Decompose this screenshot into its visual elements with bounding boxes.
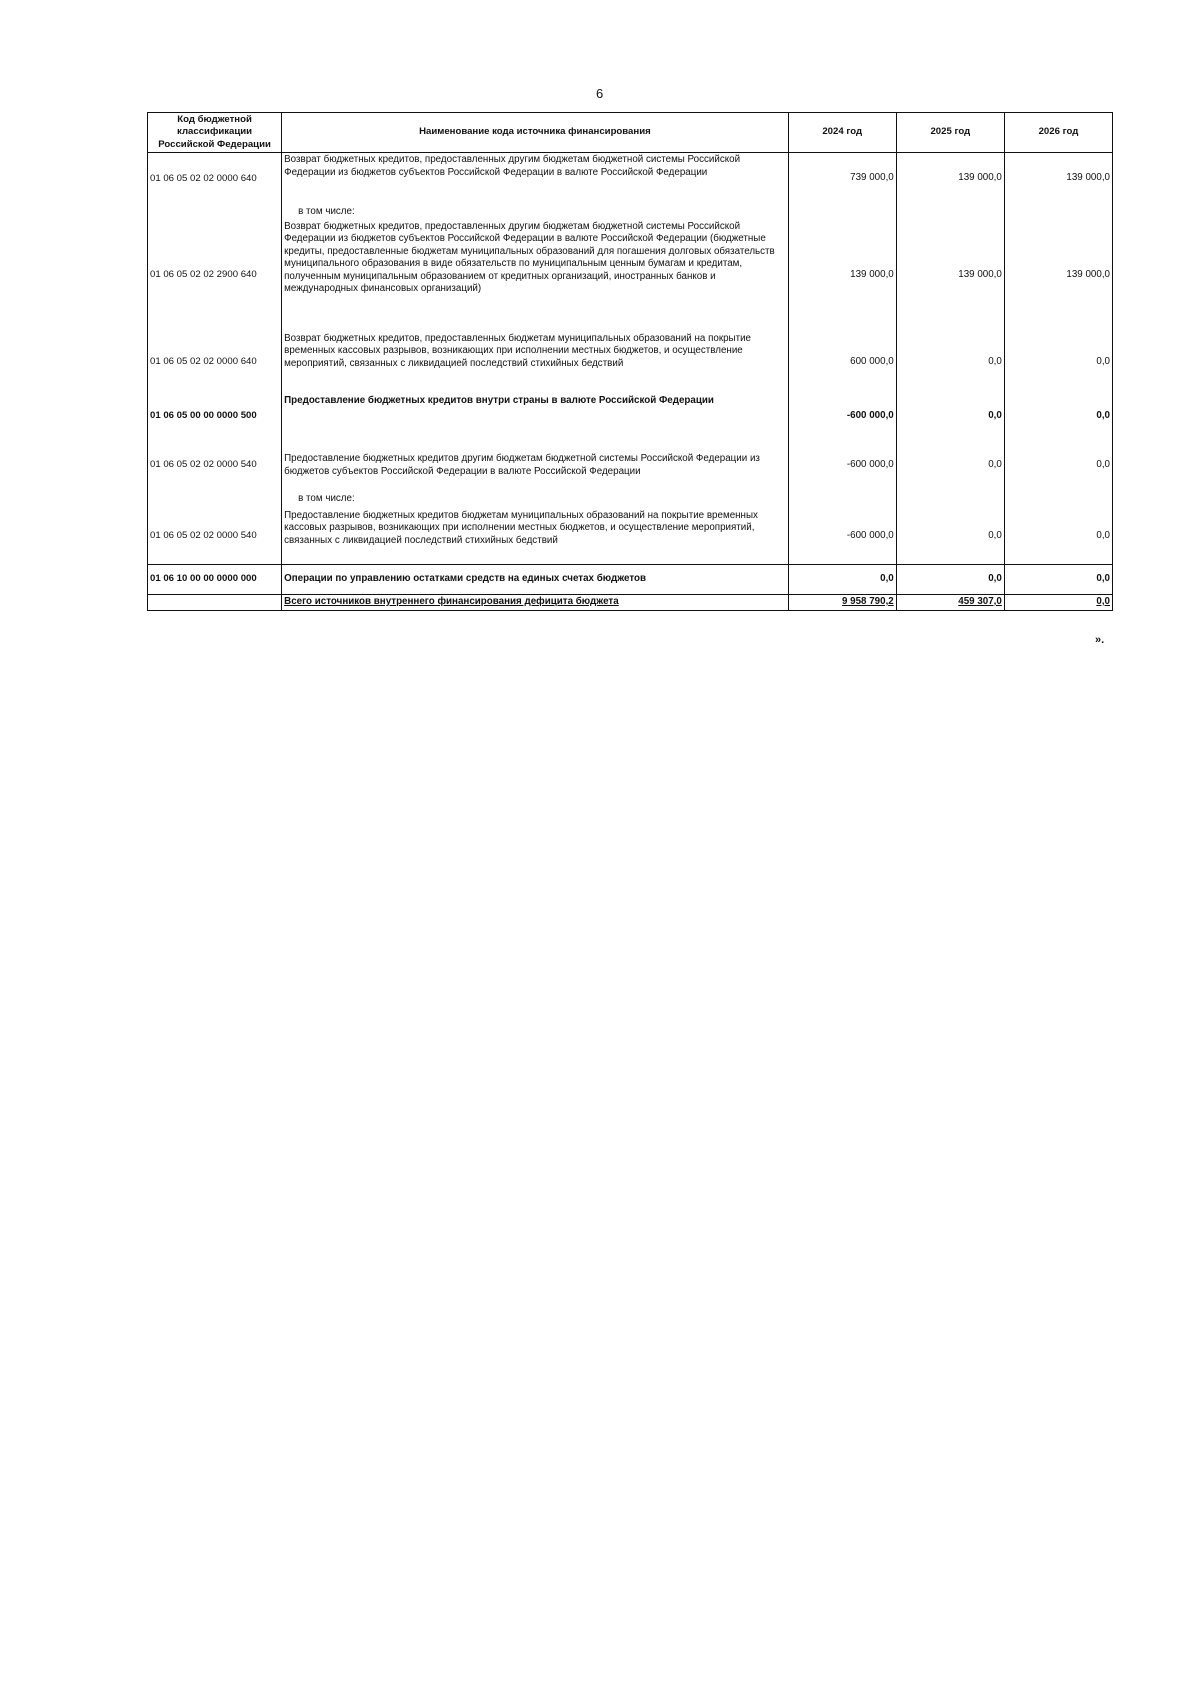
including-label: в том числе: <box>282 205 789 220</box>
table-row-including <box>148 492 1113 509</box>
row-value-2026: 0,0 <box>1004 394 1112 440</box>
row-value-2025: 0,0 <box>896 509 1004 565</box>
row-value-2026: 0,0 <box>1004 332 1112 394</box>
row-value-2024: 600 000,0 <box>788 332 896 394</box>
header-code: Код бюджетной классификации Российской Федерации <box>148 113 282 153</box>
row-code: 01 06 05 02 02 0000 640 <box>148 332 282 394</box>
row-code <box>148 595 282 611</box>
row-value-2025: 139 000,0 <box>896 220 1004 332</box>
table-row <box>148 509 1113 565</box>
table-header-row <box>148 113 1113 153</box>
table-row-total <box>148 595 1113 611</box>
financing-sources-table <box>147 112 1113 611</box>
table-row <box>148 394 1113 440</box>
row-code: 01 06 05 02 02 2900 640 <box>148 220 282 332</box>
table-row <box>148 565 1113 595</box>
row-value-2025: 0,0 <box>896 394 1004 440</box>
row-name: Предоставление бюджетных кредитов внутри страны в валюте Российской Федерации <box>282 394 789 440</box>
row-value-2025: 0,0 <box>896 440 1004 492</box>
row-value-2026: 139 000,0 <box>1004 220 1112 332</box>
table-row-including <box>148 205 1113 220</box>
row-value-2024: -600 000,0 <box>788 440 896 492</box>
row-code: 01 06 05 00 00 0000 500 <box>148 394 282 440</box>
row-name: Операции по управлению остатками средств на единых счетах бюджетов <box>282 565 789 595</box>
row-value-2026: 0,0 <box>1004 509 1112 565</box>
row-value-2024: 739 000,0 <box>788 153 896 205</box>
row-value-2026: 0,0 <box>1004 565 1112 595</box>
row-value-2026: 0,0 <box>1004 440 1112 492</box>
table-row <box>148 440 1113 492</box>
row-value-2024: 139 000,0 <box>788 220 896 332</box>
row-value-2025: 459 307,0 <box>896 595 1004 611</box>
header-2026: 2026 год <box>1004 113 1112 153</box>
row-value-2026: 139 000,0 <box>1004 153 1112 205</box>
closing-quote-mark: ». <box>1095 634 1105 646</box>
header-name: Наименование кода источника финансирования <box>282 113 789 153</box>
row-value-2024: 9 958 790,2 <box>788 595 896 611</box>
row-name: Возврат бюджетных кредитов, предоставленных бюджетам муниципальных образований на покрытие временных кассовых разрывов, возникающих при исполнении местных бюджетов, и осуществление мероприятий, связанных с ликвидацией последствий стихийных бедствий <box>282 332 789 394</box>
page-number: 6 <box>596 86 604 101</box>
including-label: в том числе: <box>282 492 789 509</box>
row-code: 01 06 05 02 02 0000 640 <box>148 153 282 205</box>
row-code: 01 06 05 02 02 0000 540 <box>148 440 282 492</box>
row-name: Всего источников внутреннего финансирования дефицита бюджета <box>282 595 789 611</box>
row-value-2025: 139 000,0 <box>896 153 1004 205</box>
row-name: Возврат бюджетных кредитов, предоставленных другим бюджетам бюджетной системы Российской Федерации из бюджетов субъектов Российской Федерации в валюте Российской Федерации (бюджетные кредиты, предоставленные бюджетам муниципальных образований для погашения долговых обязательств муниципального образования в виде обязательств по муниципальным ценным бумагам и кредитам, полученным муниципальным образованием от кредитных организаций, иностранных банков и международных финансовых организаций) <box>282 220 789 332</box>
table-row <box>148 153 1113 205</box>
row-value-2026: 0,0 <box>1004 595 1112 611</box>
table-row <box>148 332 1113 394</box>
row-code: 01 06 05 02 02 0000 540 <box>148 509 282 565</box>
row-value-2024: -600 000,0 <box>788 394 896 440</box>
row-name: Предоставление бюджетных кредитов другим бюджетам бюджетной системы Российской Федерации из бюджетов субъектов Российской Федерации в валюте Российской Федерации <box>282 440 789 492</box>
table-row <box>148 220 1113 332</box>
row-name: Возврат бюджетных кредитов, предоставленных другим бюджетам бюджетной системы Российской Федерации из бюджетов субъектов Российской Федерации в валюте Российской Федерации <box>282 153 789 205</box>
row-value-2024: -600 000,0 <box>788 509 896 565</box>
row-code: 01 06 10 00 00 0000 000 <box>148 565 282 595</box>
header-2024: 2024 год <box>788 113 896 153</box>
row-value-2025: 0,0 <box>896 565 1004 595</box>
row-name: Предоставление бюджетных кредитов бюджетам муниципальных образований на покрытие временных кассовых разрывов, возникающих при исполнении местных бюджетов, и осуществление мероприятий, связанных с ликвидацией последствий стихийных бедствий <box>282 509 789 565</box>
header-2025: 2025 год <box>896 113 1004 153</box>
row-value-2024: 0,0 <box>788 565 896 595</box>
row-value-2025: 0,0 <box>896 332 1004 394</box>
